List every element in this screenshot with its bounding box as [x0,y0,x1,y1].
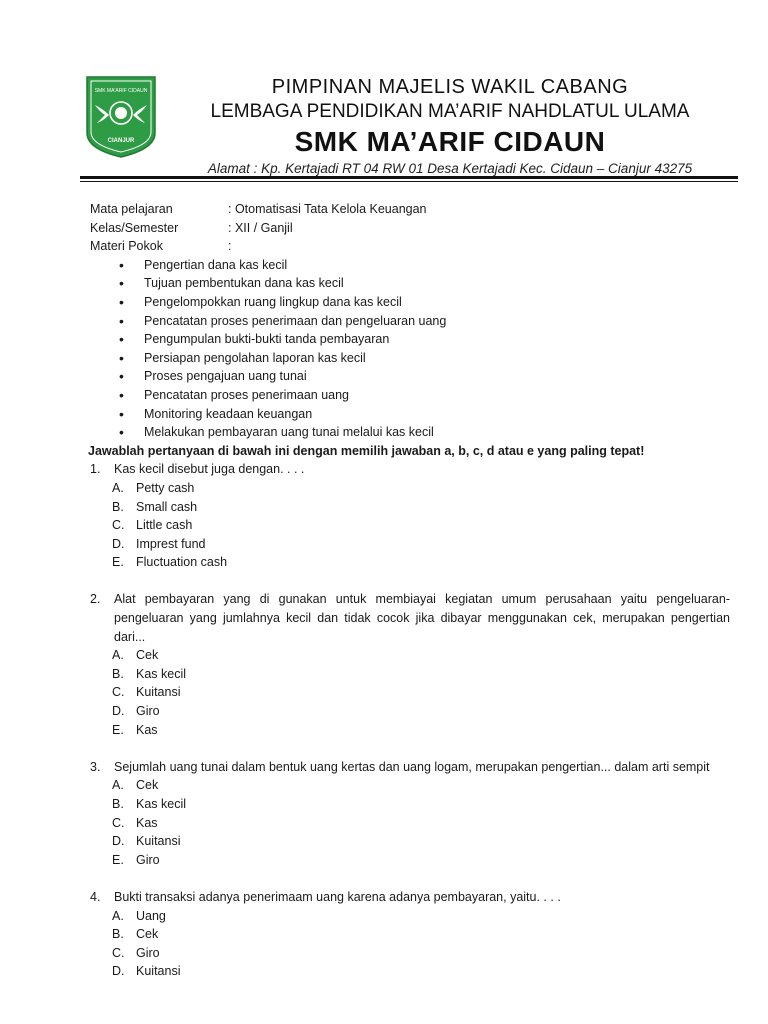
option-item [112,646,730,665]
option-letter: C. [112,815,125,830]
option-list [90,479,730,572]
option-letter: E. [112,555,124,570]
meta-topic [90,237,730,256]
meta-subject [90,200,730,219]
option-letter: A. [112,778,124,793]
option-letter: A. [112,648,124,663]
option-item [112,702,730,721]
topic-value: : [228,239,232,254]
option-letter: C. [112,945,125,960]
question-4 [90,888,730,981]
topic-item: • Pengumpulan bukti-bukti tanda pembayaran [115,330,730,349]
option-letter: C. [112,518,125,533]
option-item [112,776,730,795]
question-text: Kas kecil disebut juga dengan. . . . [114,462,305,477]
logo-top-text: SMK MA'ARIF CIDAUN [94,88,148,94]
option-text: Petty cash [136,480,195,495]
question-1 [90,460,730,572]
topic-item: • Melakukan pembayaran uang tunai melalui kas kecil [115,423,730,442]
option-item [112,665,730,684]
option-text: Little cash [136,518,193,533]
class-label: Kelas/Semester [90,220,179,235]
option-item [112,925,730,944]
letterhead-line2: LEMBAGA PENDIDIKAN MA’ARIF NAHDLATUL ULAMA [210,101,690,122]
option-item [112,795,730,814]
topic-item: • Monitoring keadaan keuangan [115,405,730,424]
option-letter: B. [112,666,124,681]
option-letter: A. [112,480,124,495]
question-text: Sejumlah uang tunai dalam bentuk uang kertas dan uang logam, merupakan pengertian... dalam arti sempit [114,759,710,774]
option-item [112,479,730,498]
question-number: 4. [90,889,101,904]
topic-item: • Pengertian dana kas kecil [115,256,730,275]
question-number: 3. [90,759,101,774]
topic-item: • Pencatatan proses penerimaan uang [115,386,730,405]
topic-label: Materi Pokok [90,239,163,254]
option-text: Giro [136,704,160,719]
option-letter: E. [112,852,124,867]
option-letter: D. [112,536,125,551]
option-item [112,814,730,833]
option-letter: B. [112,499,124,514]
option-letter: B. [112,927,124,942]
option-list [90,776,730,869]
topic-item: • Persiapan pengolahan laporan kas kecil [115,349,730,368]
question-text: Bukti transaksi adanya penerimaam uang karena adanya pembayaran, yaitu. . . . [114,889,561,904]
option-text: Giro [136,945,160,960]
option-item [112,721,730,740]
option-item [112,683,730,702]
topic-item: • Pengelompokkan ruang lingkup dana kas kecil [115,293,730,312]
option-item [112,962,730,981]
option-letter: E. [112,722,124,737]
topic-item: • Tujuan pembentukan dana kas kecil [115,274,730,293]
option-item [112,516,730,535]
topic-item: • Pencatatan proses penerimaan dan pengeluaran uang [115,312,730,331]
spacer [90,739,730,758]
option-text: Small cash [136,499,198,514]
option-item [112,832,730,851]
option-letter: D. [112,964,125,979]
option-text: Cek [136,778,159,793]
school-name: SMK MA’ARIF CIDAUN [294,126,606,157]
option-text: Kas [136,815,158,830]
topic-list [90,256,730,442]
option-text: Cek [136,648,159,663]
question-text: Alat pembayaran yang di gunakan untuk membiayai kegiatan umum perusahaan yaitu pengeluaran-pengeluaran yang jumlahnya kecil dan tidak cocok jika dibayar menggunakan cek, merupakan pengertian dari... [114,592,730,644]
instruction-text: Jawablah pertanyaan di bawah ini dengan memilih jawaban a, b, c, d atau e yang paling tepat! [88,443,645,458]
option-letter: B. [112,797,124,811]
option-list [90,646,730,739]
spacer [90,869,730,888]
option-item [112,907,730,926]
school-address: Alamat : Kp. Kertajadi RT 04 RW 01 Desa Kertajadi Kec. Cidaun – Cianjur 43275 [207,161,693,176]
option-text: Kas kecil [136,666,187,681]
exam-body [90,200,730,981]
option-text: Fluctuation cash [136,555,228,570]
subject-value: : Otomatisasi Tata Kelola Keuangan [228,202,427,216]
option-list [90,907,730,981]
letterhead-divider-thin [80,181,738,182]
letterhead-line1: PIMPINAN MAJELIS WAKIL CABANG [271,76,629,98]
option-text: Kuitansi [136,834,181,849]
letterhead-divider [80,176,738,179]
option-item [112,851,730,870]
school-logo [85,75,157,159]
subject-label: Mata pelajaran [90,202,173,216]
option-text: Kuitansi [136,964,181,979]
option-item [112,498,730,517]
option-text: Kas [136,722,158,737]
question-3 [90,758,730,870]
logo-bottom-text: CIANJUR [107,138,135,144]
question-number: 2. [90,592,101,607]
option-letter: A. [112,908,124,923]
question-number: 1. [90,462,101,477]
option-letter: D. [112,834,125,849]
spacer [90,572,730,591]
option-item [112,944,730,963]
option-text: Giro [136,852,160,867]
option-text: Uang [136,908,166,923]
option-text: Kas kecil [136,797,187,811]
option-item [112,553,730,572]
option-text: Cek [136,927,159,942]
option-text: Imprest fund [136,536,206,551]
option-item [112,535,730,554]
option-letter: D. [112,704,125,719]
topic-item: • Proses pengajuan uang tunai [115,367,730,386]
option-text: Kuitansi [136,685,181,700]
class-value: : XII / Ganjil [228,220,293,235]
meta-class [90,219,730,238]
letterhead [170,74,730,178]
option-letter: C. [112,685,125,700]
question-2 [90,590,730,739]
